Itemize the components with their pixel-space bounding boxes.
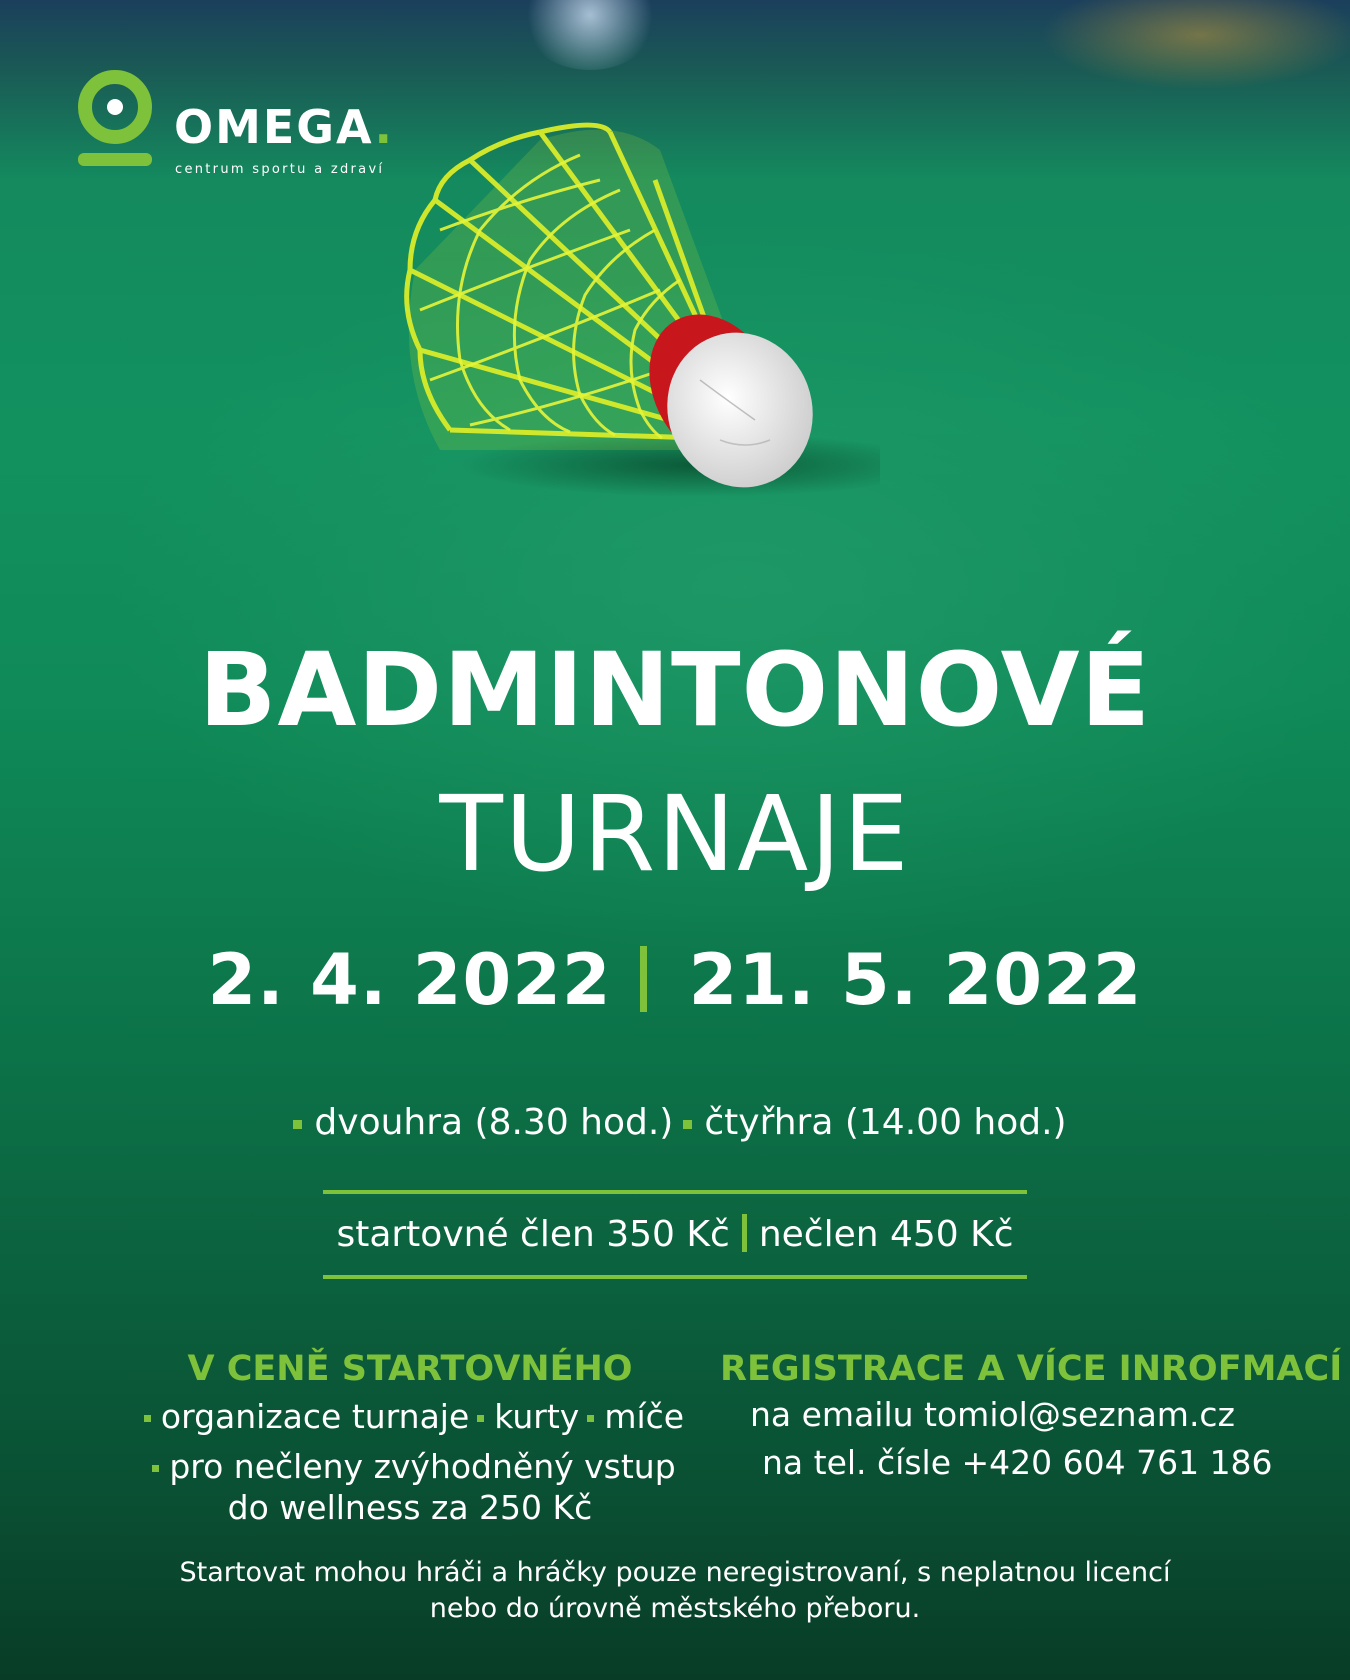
logo-accent-dot: . [374,100,394,154]
category-doubles: čtyřhra (14.00 hod.) [704,1102,1067,1143]
fee-nonmember: nečlen 450 Kč [758,1214,1014,1255]
wellness-offer [0,1446,820,1529]
wellness-line-1: pro nečleny zvýhodněný vstup [169,1447,676,1486]
included-item: organizace turnaje [160,1397,470,1436]
title-line-2: TURNAJE [439,773,911,895]
bullet-icon [587,1415,594,1422]
bullet-icon [683,1120,692,1129]
divider-bottom [323,1275,1027,1279]
bullet-icon [293,1120,302,1129]
tournament-dates [0,939,1350,1021]
eligibility-note [0,1555,1350,1627]
registration-heading: REGISTRACE A VÍCE INROFMACÍ [720,1349,1343,1389]
included-item: míče [604,1397,685,1436]
wellness-line-2: do wellness za 250 Kč [227,1488,593,1528]
entry-fee [0,1214,1350,1253]
note-line-1: Startovat mohou hráči a hráčky pouze neregistrovaní, s neplatnou licencí [179,1557,1171,1588]
divider-top [323,1190,1027,1194]
fee-separator [742,1214,747,1252]
logo-tagline: centrum sportu a zdraví [175,162,385,177]
date-separator [640,946,647,1012]
included-item: kurty [494,1397,580,1436]
note-line-2: nebo do úrovně městského přeboru. [429,1592,921,1624]
date-1: 2. 4. 2022 [207,939,612,1021]
bullet-icon [152,1465,159,1472]
fee-member: startovné člen 350 Kč [336,1214,730,1255]
date-2: 21. 5. 2022 [688,939,1143,1021]
registration-email: na emailu tomiol@seznam.cz [750,1395,1235,1434]
included-heading: V CENĚ STARTOVNÉHO [187,1349,633,1389]
bullet-icon [477,1415,484,1422]
included-items [0,1396,820,1437]
bullet-icon [144,1415,151,1422]
registration-phone: na tel. čísle +420 604 761 186 [762,1443,1273,1482]
shuttlecock-image [400,120,880,540]
title-line-1: BADMINTONOVÉ [198,631,1152,750]
background-bokeh [520,0,660,70]
logo-wordmark: OMEGA. [174,100,394,154]
categories [0,1102,1350,1143]
background-bokeh [1040,0,1350,90]
category-singles: dvouhra (8.30 hod.) [314,1102,674,1143]
